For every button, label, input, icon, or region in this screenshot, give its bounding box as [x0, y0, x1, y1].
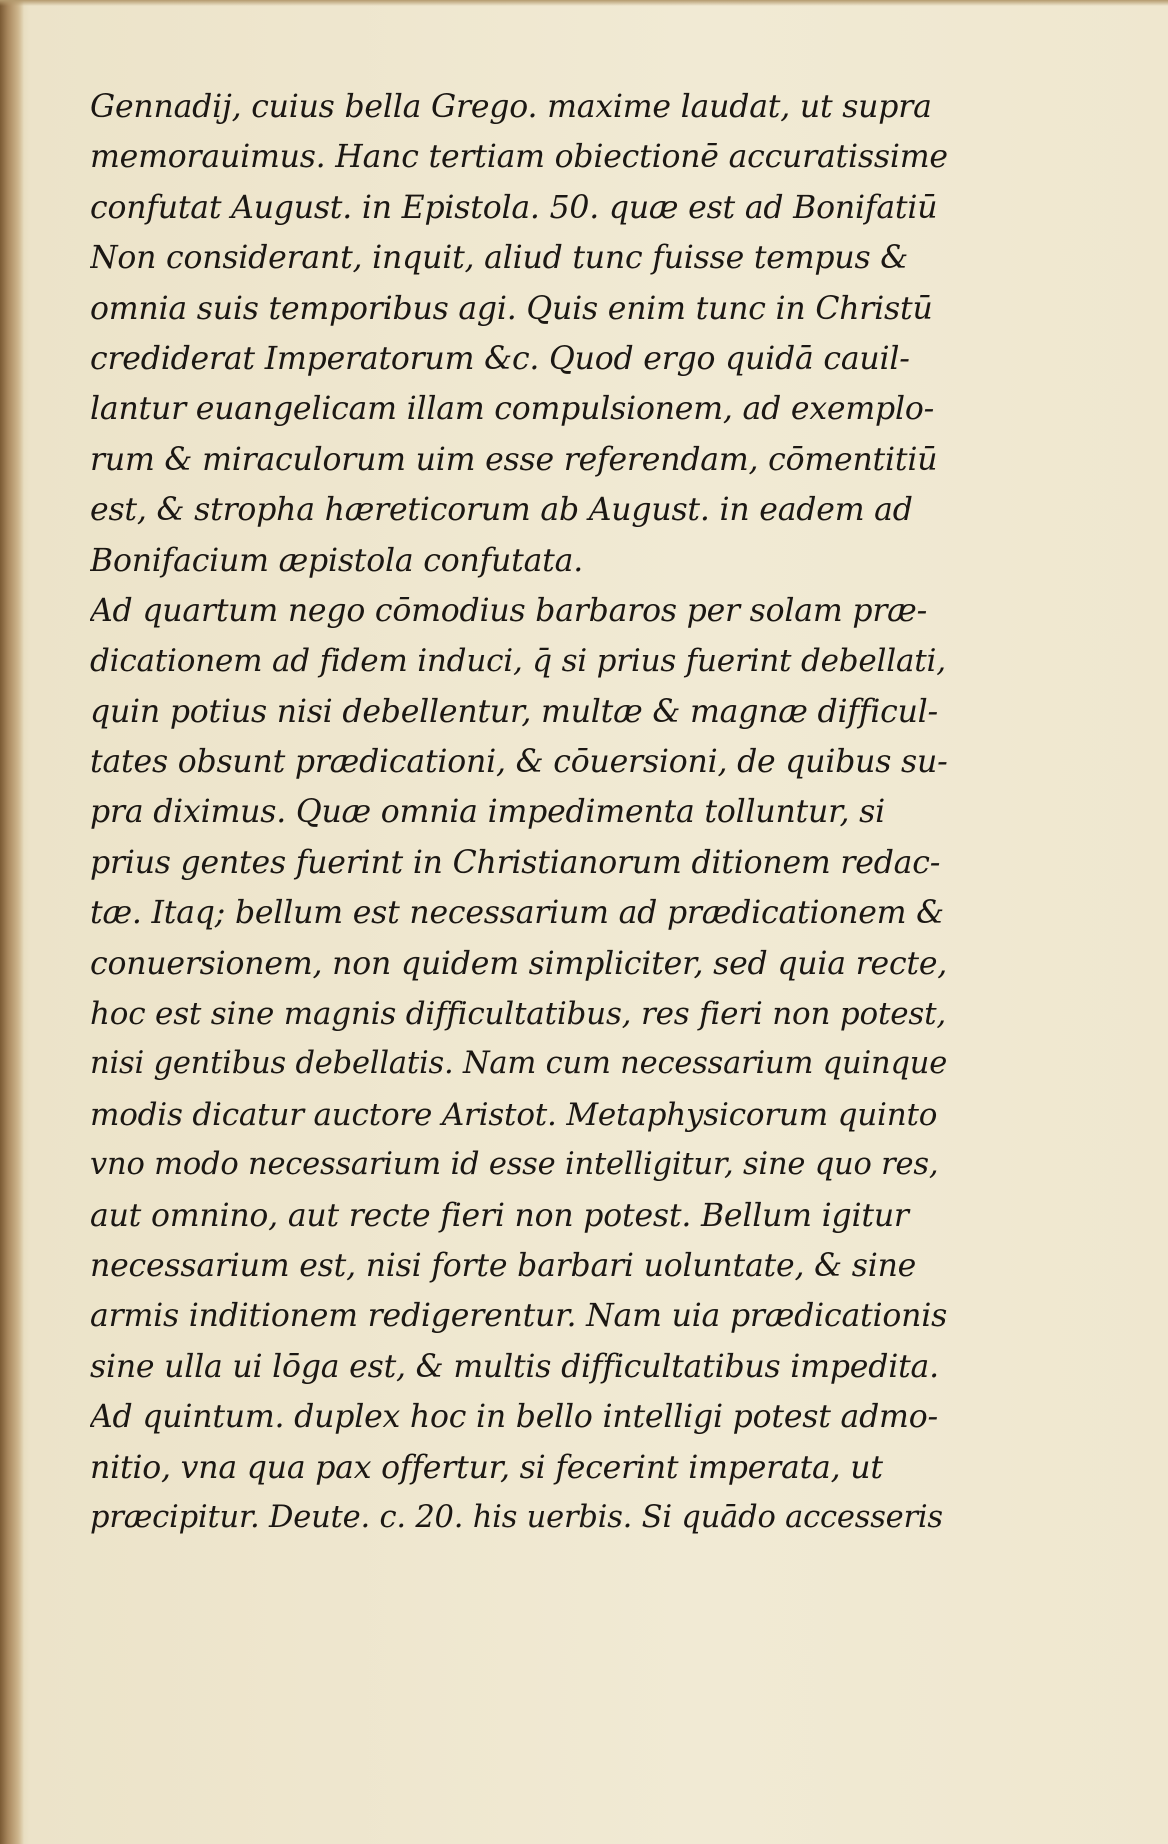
text-line: necessarium est, nisi forte barbari uoluntate, & sine [90, 1247, 917, 1284]
text-line: lantur euangelicam illam compulsionem, ad exemplo- [90, 391, 935, 428]
text-line: dicationem ad fidem induci, q̄ si prius fuerint debellati, [90, 643, 946, 680]
text-line: crediderat Imperatorum &c. Quod ergo quidā cauil- [90, 340, 910, 377]
text-line: prius gentes fuerint in Christianorum ditionem redac- [90, 844, 941, 881]
text-line: confutat August. in Epistola. 50. quæ est ad Bonifatiū [90, 189, 938, 226]
text-line: nisi gentibus debellatis. Nam cum necessarium quinque [90, 1046, 948, 1082]
text-line: armis inditionem redigerentur. Nam uia prædicationis [90, 1298, 948, 1335]
text-line: Ad quintum. duplex hoc in bello intelligi potest admo- [90, 1399, 938, 1436]
text-line: nitio, vna qua pax offertur, si fecerint imperata, ut [90, 1449, 883, 1486]
text-line: omnia suis temporibus agi. Quis enim tunc in Christū [90, 290, 933, 327]
text-line: conuersionem, non quidem simpliciter, sed quia recte, [90, 945, 948, 982]
text-line: tæ. Itaq; bellum est necessarium ad prædicationem & [90, 895, 944, 932]
text-line: pra diximus. Quæ omnia impedimenta tolluntur, si [90, 794, 885, 831]
text-line: Ad quartum nego cōmodius barbaros per solam præ- [90, 592, 928, 629]
page-spine-shadow [0, 0, 24, 1844]
text-line: Gennadij, cuius bella Grego. maxime laudat, ut supra [90, 89, 932, 125]
text-line: sine ulla ui lōga est, & multis difficultatibus impedita. [90, 1348, 939, 1385]
text-line: tates obsunt prædicationi, & cōuersioni, de quibus su- [90, 744, 948, 781]
text-line: quin potius nisi debellentur, multæ & magnæ difficul- [90, 693, 938, 730]
text-line: est, & stropha hæreticorum ab August. in eadem ad [90, 492, 913, 529]
text-line: præcipitur. Deute. c. 20. his uerbis. Si quādo accesseris [90, 1499, 943, 1535]
text-line: aut omnino, aut recte fieri non potest. Bellum igitur [90, 1197, 909, 1234]
page-text-block [90, 82, 950, 1543]
text-line: modis dicatur auctore Aristot. Metaphysicorum quinto [90, 1096, 938, 1133]
text-line: Bonifacium æpistola confutata. [90, 542, 584, 579]
text-line: memorauimus. Hanc tertiam obiectionē accuratissime [90, 139, 948, 176]
text-line: vno modo necessarium id esse intelligitur, sine quo res, [90, 1147, 939, 1183]
page-top-edge [0, 0, 1168, 6]
text-line: Non considerant, inquit, aliud tunc fuisse tempus & [90, 240, 909, 277]
text-line: rum & miraculorum uim esse referendam, cōmentitiū [90, 441, 938, 478]
text-line: hoc est sine magnis difficultatibus, res fieri non potest, [90, 996, 946, 1033]
